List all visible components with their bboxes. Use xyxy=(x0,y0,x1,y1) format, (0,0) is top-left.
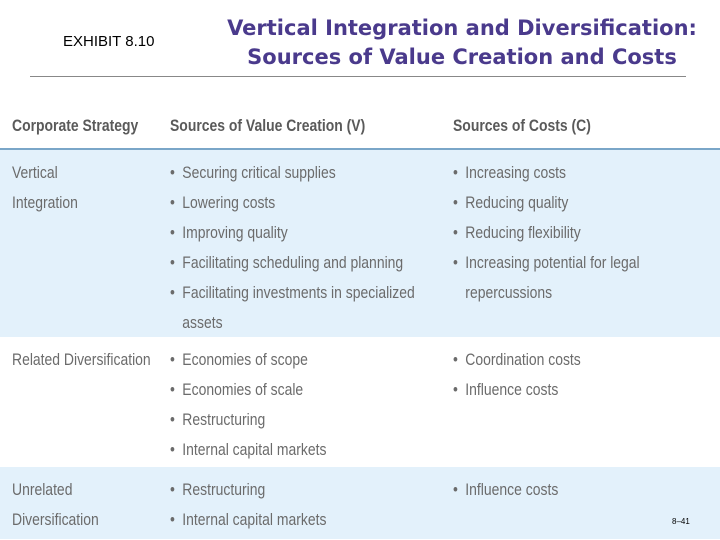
slide-title xyxy=(212,14,712,72)
exhibit-label: EXHIBIT 8.10 xyxy=(63,33,155,50)
header-costs: Sources of Costs (C) xyxy=(453,116,591,135)
list-item: • Internal capital markets xyxy=(170,435,441,465)
list-item-continuation: assets xyxy=(182,313,223,332)
table-row-unrelated-diversification xyxy=(0,467,720,539)
header-value-creation: Sources of Value Creation (V) xyxy=(170,116,366,135)
list-item: • Facilitating scheduling and planning xyxy=(170,248,441,278)
list-item: • Internal capital markets xyxy=(170,505,441,535)
slide-title-line-2: Sources of Value Creation and Costs xyxy=(247,45,677,69)
table-header xyxy=(0,108,720,150)
list-item: • Restructuring xyxy=(170,475,441,505)
list-item: • Reducing quality xyxy=(453,188,666,218)
header-corporate-strategy: Corporate Strategy xyxy=(12,116,139,135)
strategy-cell: Unrelated Diversification xyxy=(12,480,99,529)
cost-sources-cell xyxy=(453,158,666,308)
list-item: • Reducing flexibility xyxy=(453,218,666,248)
strategy-cell xyxy=(12,158,160,218)
strategy-name-line-2: Integration xyxy=(12,193,78,212)
value-sources-cell xyxy=(170,475,441,535)
strategy-cell: Related Diversification xyxy=(12,350,151,369)
list-item: • Lowering costs xyxy=(170,188,441,218)
list-item: • Increasing potential for legal xyxy=(453,248,666,278)
list-item: • Restructuring xyxy=(170,405,441,435)
value-sources-cell xyxy=(170,158,441,338)
table-row-vertical-integration xyxy=(0,150,720,337)
list-item-continuation: repercussions xyxy=(465,283,553,302)
strategy-table xyxy=(0,108,720,539)
cost-sources-cell xyxy=(453,475,666,505)
list-item: • Increasing costs xyxy=(453,158,666,188)
slide-title-line-1: Vertical Integration and Diversification: xyxy=(227,16,697,40)
value-sources-cell xyxy=(170,345,441,465)
list-item: • Influence costs xyxy=(453,475,666,505)
page-number: 8–41 xyxy=(672,517,690,526)
table-row-related-diversification xyxy=(0,337,720,467)
list-item: • Facilitating investments in specialized xyxy=(170,278,441,308)
strategy-name-line-1: Vertical xyxy=(12,163,58,182)
list-item: • Securing critical supplies xyxy=(170,158,441,188)
list-item: • Coordination costs xyxy=(453,345,666,375)
list-item: • Economies of scale xyxy=(170,375,441,405)
list-item: • Economies of scope xyxy=(170,345,441,375)
title-divider xyxy=(30,76,686,77)
list-item: • Influence costs xyxy=(453,375,666,405)
cost-sources-cell xyxy=(453,345,666,405)
list-item: • Improving quality xyxy=(170,218,441,248)
